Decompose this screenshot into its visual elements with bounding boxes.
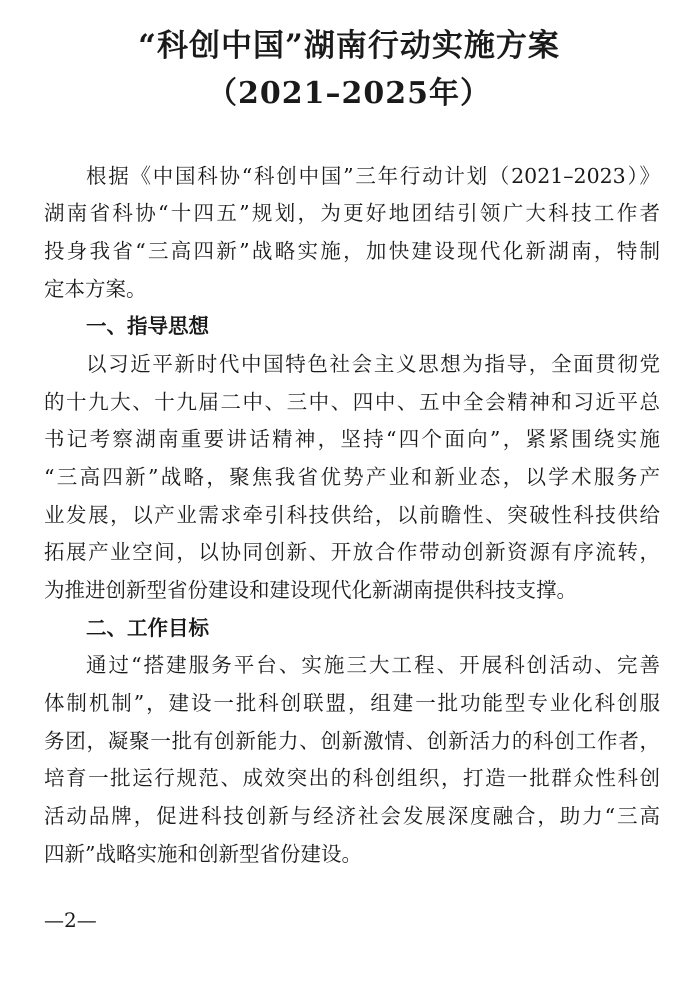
paragraph-line: “三高四新”战略，聚焦我省优势产业和新业态，以学术服务产 [44,465,660,489]
paragraph-line: 活动品牌，促进科技创新与经济社会发展深度融合，助力“三高 [44,804,660,828]
paragraph-line: 四新”战略实施和创新型省份建设。 [44,842,362,866]
paragraph-line: 湖南省科协“十四五”规划，为更好地团结引领广大科技工作者 [44,201,660,225]
paragraph-line: 拓展产业空间，以协同创新、开放合作带动创新资源有序流转， [44,540,660,564]
document-title-years: （2021–2025年） [207,76,491,111]
paragraph-line: 投身我省“三高四新”战略实施，加快建设现代化新湖南，特制 [44,239,660,263]
page-number: —2— [44,908,97,932]
paragraph-line: 通过“搭建服务平台、实施三大工程、开展科创活动、完善 [86,653,660,677]
paragraph-line: 业发展，以产业需求牵引科技供给，以前瞻性、突破性科技供给 [44,503,660,527]
document-title: “科创中国”湖南行动实施方案 [138,28,560,64]
section-heading: 一、指导思想 [86,314,209,338]
paragraph-line: 体制机制”，建设一批科创联盟，组建一批功能型专业化科创服 [44,691,660,715]
paragraph-line: 培育一批运行规范、成效突出的科创组织，打造一批群众性科创 [44,766,660,790]
paragraph-line: 为推进创新型省份建设和建设现代化新湖南提供科技支撑。 [44,578,577,602]
paragraph-line: 书记考察湖南重要讲话精神，坚持“四个面向”，紧紧围绕实施 [44,427,660,451]
paragraph-line: 以习近平新时代中国特色社会主义思想为指导，全面贯彻党 [86,352,660,376]
paragraph-line: 根据《中国科协“科创中国”三年行动计划（2021–2023）》 [86,164,660,188]
paragraph-line: 的十九大、十九届二中、三中、四中、五中全会精神和习近平总 [44,390,660,414]
paragraph-line: 定本方案。 [44,277,147,301]
section-heading: 二、工作目标 [86,616,209,640]
paragraph-line: 务团，凝聚一批有创新能力、创新激情、创新活力的科创工作者， [44,729,660,753]
